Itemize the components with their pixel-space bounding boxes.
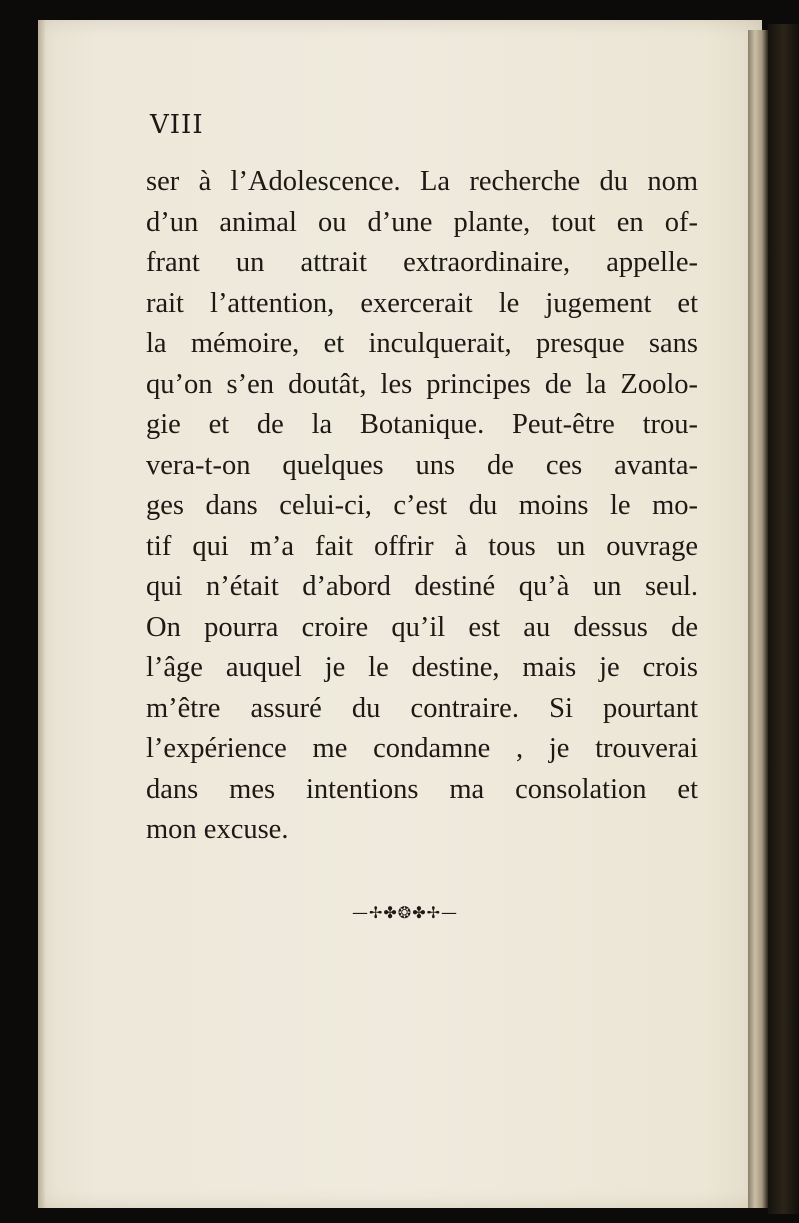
page-gutter xyxy=(38,20,46,1208)
text-line: ser à l’Adolescence. La recherche du nom xyxy=(146,166,698,197)
book-block-edge xyxy=(768,24,799,1214)
text-line: On pourra croire qu’il est au dessus de xyxy=(146,611,698,643)
text-line: l’âge auquel je le destine, mais je crois xyxy=(146,652,698,683)
page-number: VIII xyxy=(150,110,204,140)
ornament-divider: —✢✤❂✤✢— xyxy=(351,903,459,922)
text-line: dans mes intentions ma consolation et xyxy=(146,773,698,805)
text-line: frant un attrait extraordinaire, appelle- xyxy=(146,247,698,278)
page-edge xyxy=(748,30,768,1208)
text-line: d’un animal ou d’une plante, tout en of- xyxy=(146,206,698,238)
text-line: rait l’attention, exercerait le jugement et xyxy=(146,287,698,319)
text-line: l’expérience me condamne , je trouverai xyxy=(146,733,698,764)
text-line: qui n’était d’abord destiné qu’à un seul. xyxy=(146,571,698,602)
text-line: la mémoire, et inculquerait, presque sans xyxy=(146,328,698,359)
body-text xyxy=(146,162,698,851)
text-line: ges dans celui-ci, c’est du moins le mo- xyxy=(146,490,698,521)
text-line: qu’on s’en doutât, les principes de la Zoolo- xyxy=(146,368,698,400)
text-line: gie et de la Botanique. Peut-être trou- xyxy=(146,409,698,440)
text-line: vera-t-on quelques uns de ces avanta- xyxy=(146,449,698,481)
text-line: m’être assuré du contraire. Si pourtant xyxy=(146,692,698,724)
text-line: mon excuse. xyxy=(146,814,289,845)
text-line: tif qui m’a fait offrir à tous un ouvrage xyxy=(146,530,698,562)
